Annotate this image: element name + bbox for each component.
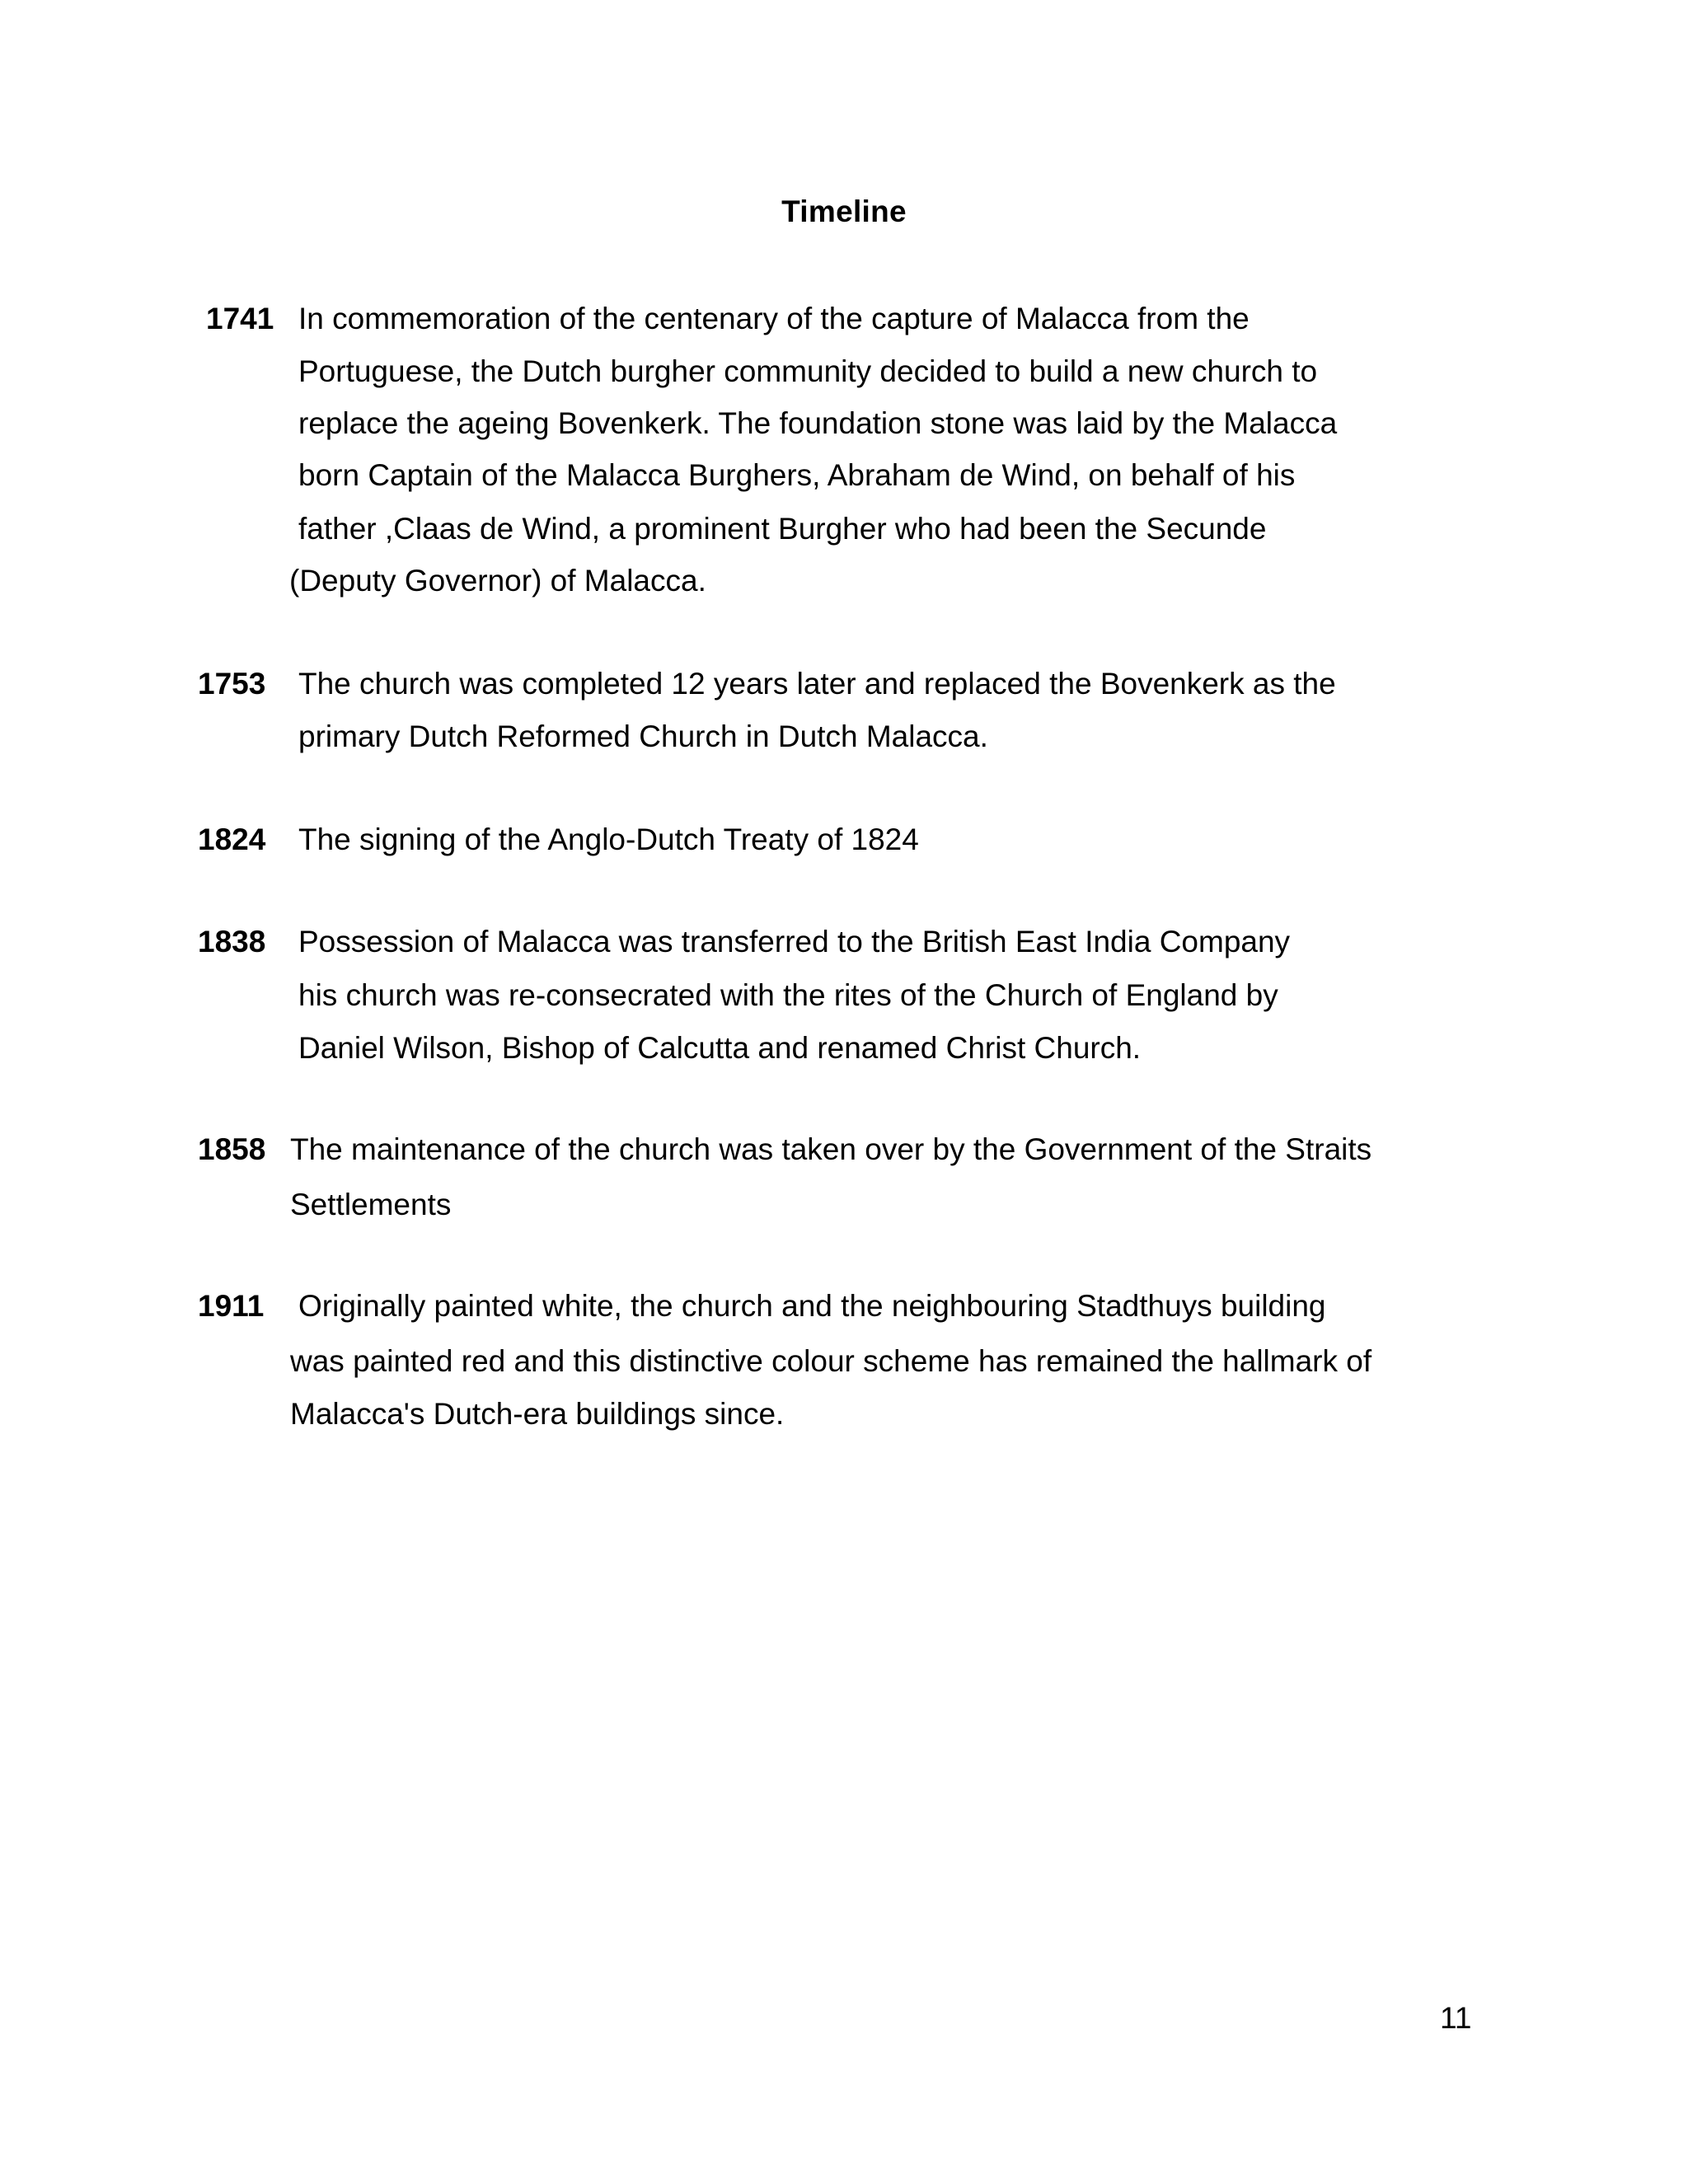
entry-year: 1858 (198, 1132, 266, 1166)
entry-text-line: Settlements (290, 1188, 452, 1221)
entry-text-line: The maintenance of the church was taken over by the Government of the Straits (290, 1132, 1372, 1166)
entry-text-line: (Deputy Governor) of Malacca. (289, 564, 706, 598)
entry-text-line: Portuguese, the Dutch burgher community decided to build a new church to (298, 354, 1318, 388)
entry-year: 1753 (198, 667, 266, 701)
entry-text-line: The church was completed 12 years later and replaced the Bovenkerk as the (298, 667, 1336, 701)
entry-text-line: primary Dutch Reformed Church in Dutch Malacca. (298, 719, 988, 753)
entry-text-line: was painted red and this distinctive colour scheme has remained the hallmark of (290, 1344, 1372, 1378)
entry-text-line: Originally painted white, the church and the neighbouring Stadthuys building (298, 1289, 1326, 1323)
entry-year: 1741 (206, 302, 274, 335)
page-title: Timeline (781, 194, 907, 228)
entry-text-line: born Captain of the Malacca Burghers, Abraham de Wind, on behalf of his (298, 458, 1296, 492)
entry-text-line: Malacca's Dutch-era buildings since. (290, 1397, 785, 1431)
entry-text-line: father ,Claas de Wind, a prominent Burgher who had been the Secunde (298, 512, 1267, 546)
entry-text-line: Daniel Wilson, Bishop of Calcutta and renamed Christ Church. (298, 1031, 1142, 1065)
entry-text-line: In commemoration of the centenary of the capture of Malacca from the (298, 302, 1250, 335)
entry-year: 1824 (198, 823, 266, 856)
entry-year: 1911 (198, 1289, 265, 1323)
entry-text-line: The signing of the Anglo-Dutch Treaty of 1824 (298, 823, 919, 856)
entry-text-line: his church was re-consecrated with the rites of the Church of England by (298, 978, 1278, 1012)
entry-text-line: Possession of Malacca was transferred to the British East India Company (298, 925, 1291, 958)
page-number: 11 (1440, 2001, 1472, 2035)
entry-year: 1838 (198, 925, 266, 958)
entry-text-line: replace the ageing Bovenkerk. The foundation stone was laid by the Malacca (298, 406, 1338, 440)
